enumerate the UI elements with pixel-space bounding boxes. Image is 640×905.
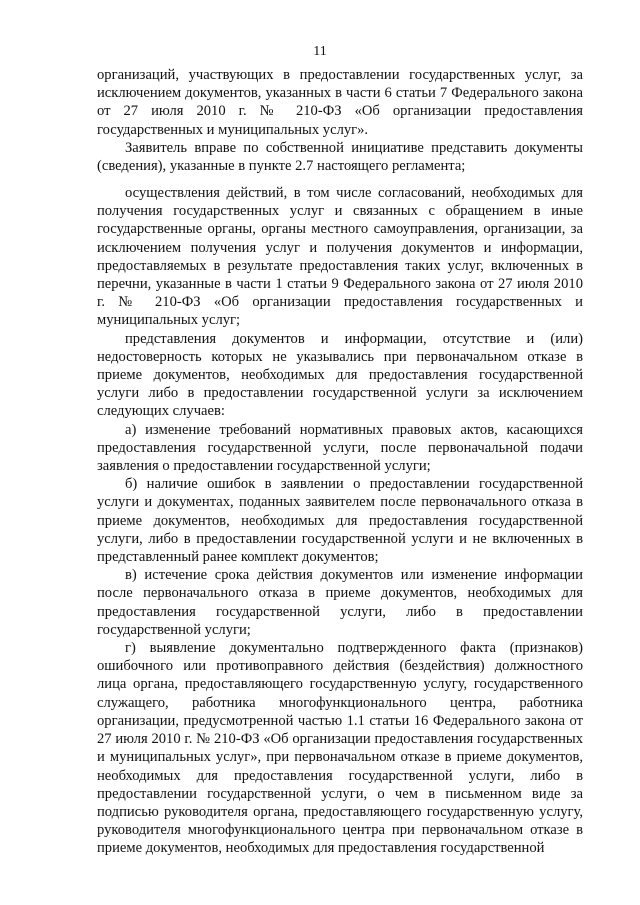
paragraph: Заявитель вправе по собственной инициативе представить документы (сведения), указанные в пункте 2.7 настоящего регламента; bbox=[97, 139, 583, 175]
list-item-d: г) выявление документально подтвержденного факта (признаков) ошибочного или противоправного действия (бездействия) должностного лица органа, предоставляющего государственную услугу, государственного служащего, работника многофункционального центра, работника организации, предусмотренной частью 1.1 статьи 16 Федерального закона от 27 июля 2010 г. № 210-ФЗ «Об организации предоставления государственных и муниципальных услуг», при первоначальном отказе в приеме документов, необходимых для предоставления государственной услуги, либо в предоставлении государственной услуги, о чем в письменном виде за подписью руководителя органа, предоставляющего государственную услугу, руководителя многофункционального центра при первоначальном отказе в приеме документов, необходимых для предоставления государственной bbox=[97, 640, 583, 857]
text-block-main bbox=[97, 184, 583, 858]
page-number: 11 bbox=[313, 44, 327, 59]
paragraph: организаций, участвующих в предоставлении государственных услуг, за исключением документов, указанных в части 6 статьи 7 Федерального закона от 27 июля 2010 г. № 210-ФЗ «Об организации предоставления государственных и муниципальных услуг». bbox=[97, 67, 583, 138]
text-block-top bbox=[97, 66, 583, 175]
paragraph: осуществления действий, в том числе согласований, необходимых для получения государственных услуг и связанных с обращением в иные государственные органы, органы местного самоуправления, организации, за исключением получения услуг и получения документов и информации, предоставляемых в результате предоставления таких услуг, включенных в перечни, указанные в части 1 статьи 9 Федерального закона от 27 июля 2010 г. № 210-ФЗ «Об организации предоставления государственных и муниципальных услуг; bbox=[97, 185, 583, 329]
list-item-a: а) изменение требований нормативных правовых актов, касающихся предоставления государственной услуги, после первоначальной подачи заявления о предоставлении государственной услуги; bbox=[97, 421, 583, 475]
list-item-c: в) истечение срока действия документов или изменение информации после первоначального отказа в приеме документов, необходимых для предоставления государственной услуги, либо в предоставлении государственной услуги; bbox=[97, 567, 583, 638]
paragraph: представления документов и информации, отсутствие и (или) недостоверность которых не указывались при первоначальном отказе в приеме документов, необходимых для предоставления государственной услуги либо в предоставлении государственной услуги за исключением следующих случаев: bbox=[97, 330, 583, 420]
list-item-b: б) наличие ошибок в заявлении о предоставлении государственной услуги и документах, поданных заявителем после первоначального отказа в приеме документов, необходимых для предоставления государственной услуги, либо в предоставлении государственной услуги и не включенных в представленный ранее комплект документов; bbox=[97, 476, 583, 566]
